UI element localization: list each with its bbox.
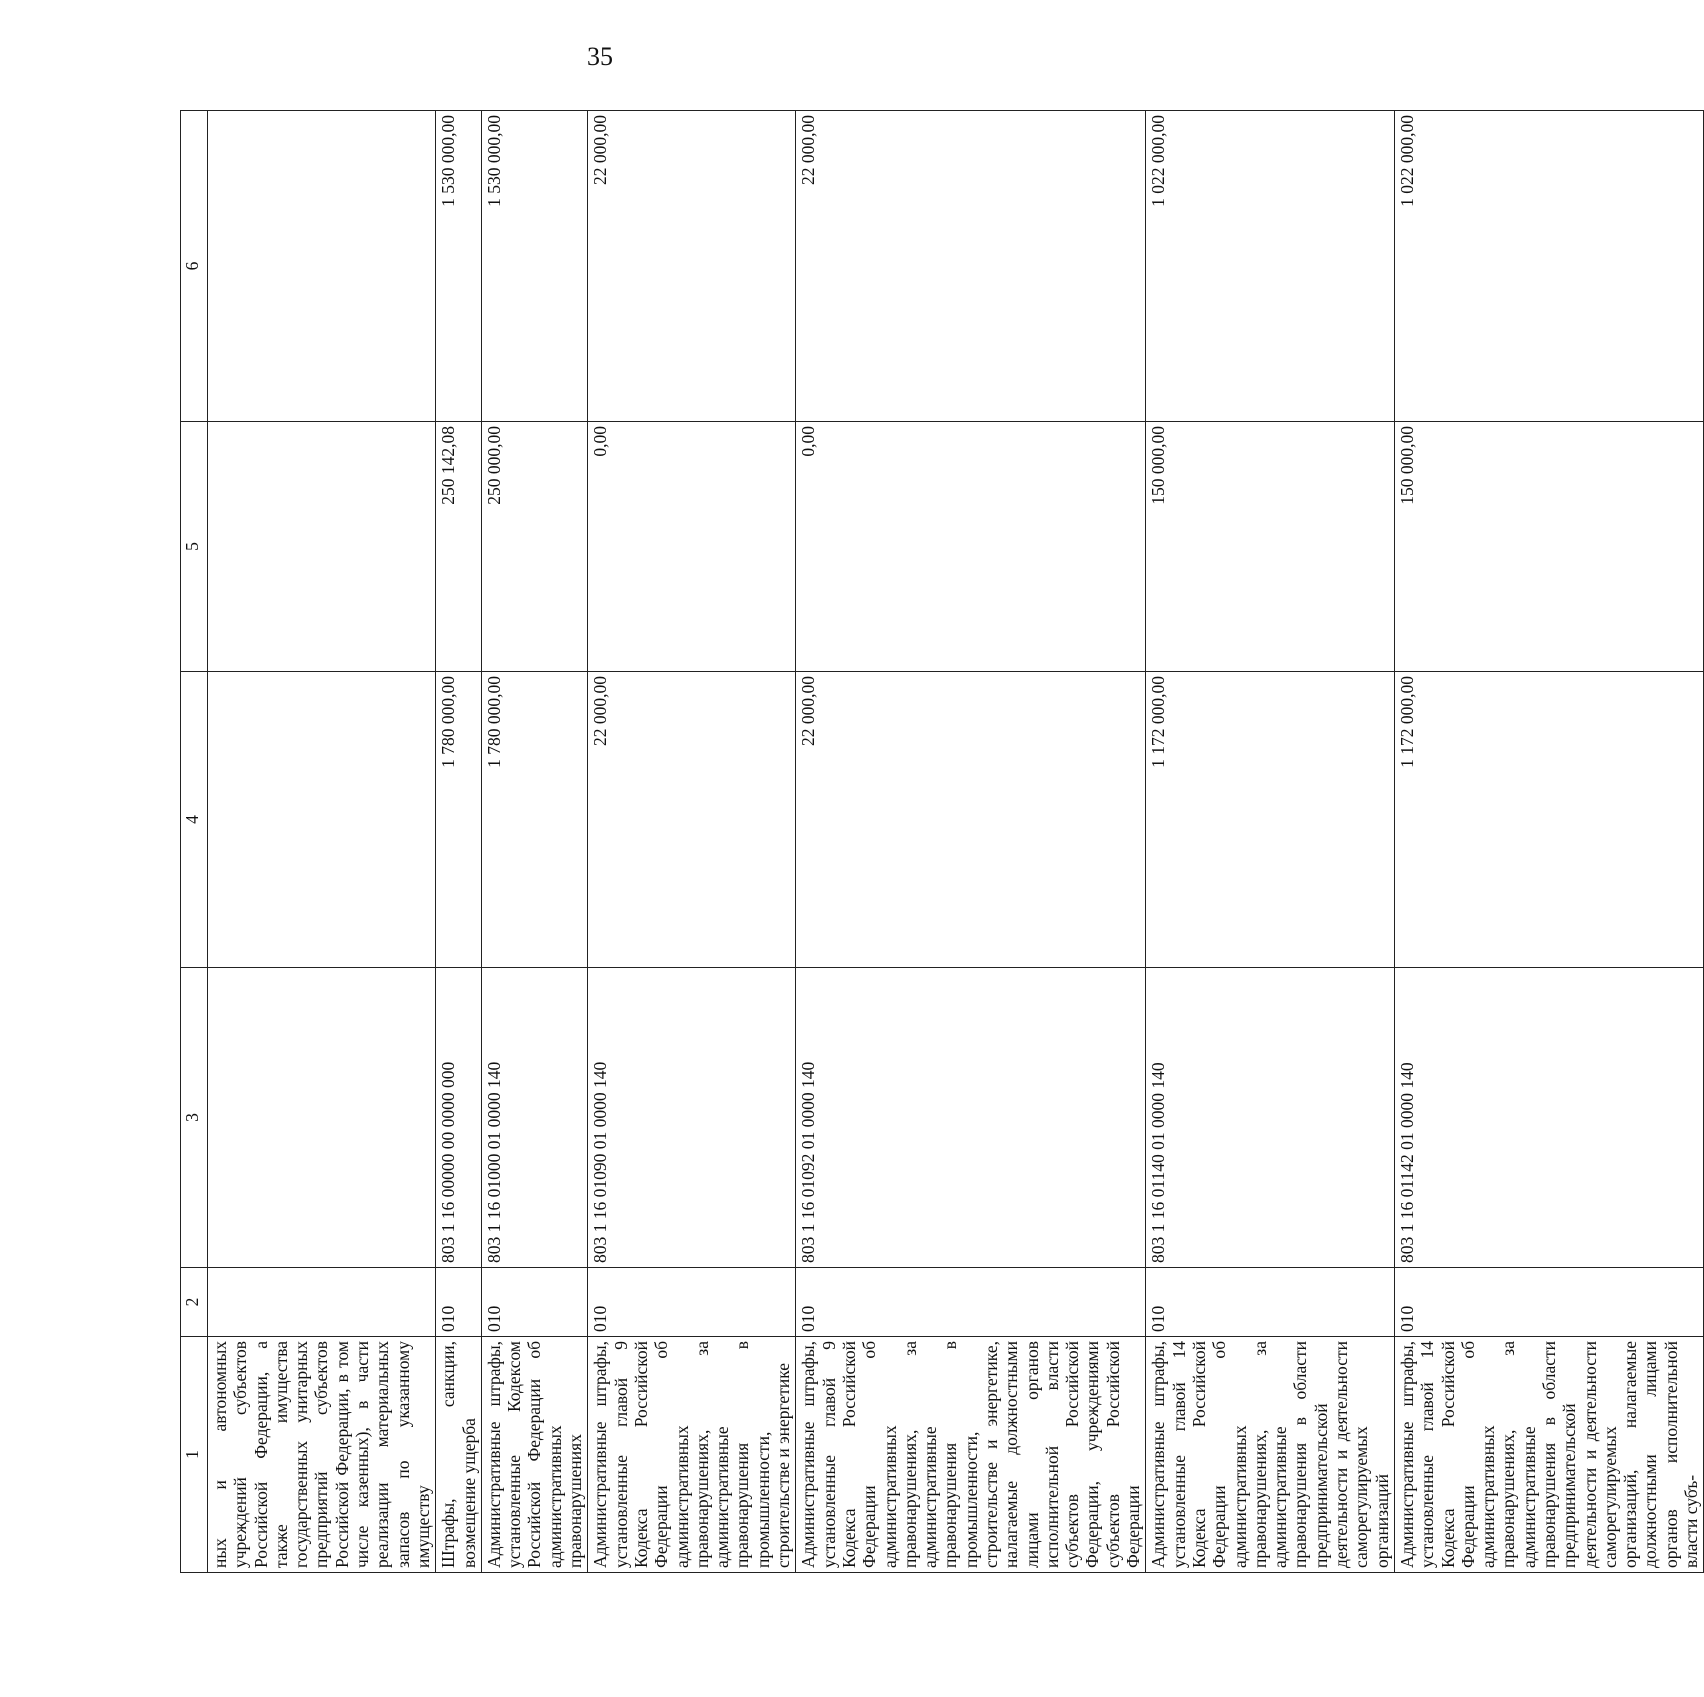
row-value-col4: 1 780 000,00 xyxy=(436,672,482,968)
row-value-col5: 0,00 xyxy=(588,422,796,672)
row-name: Штрафы, санкции, возмещение ущерба xyxy=(436,1337,482,1573)
row-value-col5: 250 000,00 xyxy=(481,422,587,672)
header-cell: 4 xyxy=(181,672,208,968)
row-name: Административные штрафы, установленные Кодексом Российской Федерации об административных правонарушениях xyxy=(481,1337,587,1573)
row-value-col6 xyxy=(208,111,436,422)
header-cell: 5 xyxy=(181,422,208,672)
row-line-code: 010 xyxy=(588,1268,796,1337)
table-row xyxy=(588,111,796,1573)
row-budget-code: 803 1 16 01092 01 0000 140 xyxy=(796,968,1146,1268)
row-value-col6: 1 530 000,00 xyxy=(436,111,482,422)
row-line-code: 010 xyxy=(436,1268,482,1337)
table-row xyxy=(208,111,436,1573)
row-line-code: 010 xyxy=(1146,1268,1395,1337)
row-name: Административные штрафы, установленные главой 9 Кодекса Российской Федерации об административных правонарушениях, за административные правонарушения в промышленности, строительстве и энергетике xyxy=(588,1337,796,1573)
header-cell: 6 xyxy=(181,111,208,422)
row-line-code: 010 xyxy=(796,1268,1146,1337)
table-row xyxy=(796,111,1146,1573)
row-name: Административные штрафы, установленные главой 14 Кодекса Российской Федерации об административных правонарушениях, за административные правонарушения в области предпринимательской деятельности и деятельности саморегулируемых организаций, налагаемые должностными лицами органов исполнительной власти субъ- xyxy=(1394,1337,1703,1573)
header-cell: 2 xyxy=(181,1268,208,1337)
row-value-col4: 1 172 000,00 xyxy=(1146,672,1395,968)
row-value-col4: 22 000,00 xyxy=(796,672,1146,968)
row-value-col5: 150 000,00 xyxy=(1394,422,1703,672)
row-budget-code: 803 1 16 01142 01 0000 140 xyxy=(1394,968,1703,1268)
row-value-col4 xyxy=(208,672,436,968)
row-value-col5: 0,00 xyxy=(796,422,1146,672)
row-value-col4: 1 780 000,00 xyxy=(481,672,587,968)
row-value-col5: 150 000,00 xyxy=(1146,422,1395,672)
row-name: ных и автономных учреждений субъектов Российской Федерации, а также имущества государственных унитарных предприятий субъектов Российской Федерации, в том числе казенных), в части реализации материальных запасов по указанному имуществу xyxy=(208,1337,436,1573)
row-budget-code: 803 1 16 01000 01 0000 140 xyxy=(481,968,587,1268)
row-value-col4: 1 172 000,00 xyxy=(1394,672,1703,968)
table-row xyxy=(1394,111,1703,1573)
row-value-col6: 1 022 000,00 xyxy=(1146,111,1395,422)
row-value-col6: 22 000,00 xyxy=(796,111,1146,422)
row-value-col4: 22 000,00 xyxy=(588,672,796,968)
table-row xyxy=(436,111,482,1573)
row-value-col6: 22 000,00 xyxy=(588,111,796,422)
table-row xyxy=(481,111,587,1573)
row-budget-code xyxy=(208,968,436,1268)
row-line-code: 010 xyxy=(1394,1268,1703,1337)
page-number: 35 xyxy=(587,42,613,71)
row-value-col5: 250 142,08 xyxy=(436,422,482,672)
table-header-row xyxy=(181,111,208,1573)
row-line-code xyxy=(208,1268,436,1337)
row-budget-code: 803 1 16 01090 01 0000 140 xyxy=(588,968,796,1268)
row-line-code: 010 xyxy=(481,1268,587,1337)
row-name: Административные штрафы, установленные главой 14 Кодекса Российской Федерации об административных правонарушениях, за административные правонарушения в области предпринимательской деятельности и деятельности саморегулируемых организаций xyxy=(1146,1337,1395,1573)
header-cell: 3 xyxy=(181,968,208,1268)
table-row xyxy=(1146,111,1395,1573)
row-budget-code: 803 1 16 00000 00 0000 000 xyxy=(436,968,482,1268)
row-name: Административные штрафы, установленные главой 9 Кодекса Российской Федерации об административных правонарушениях, за административные правонарушения в промышленности, строительстве и энергетике, налагаемые должностными лицами органов исполнительной власти субъектов Российской Федерации, учреждениями субъектов Российской Федерации xyxy=(796,1337,1146,1573)
revenue-table xyxy=(180,110,1704,1573)
row-budget-code: 803 1 16 01140 01 0000 140 xyxy=(1146,968,1395,1268)
row-value-col6: 1 530 000,00 xyxy=(481,111,587,422)
rotated-table-frame xyxy=(180,111,1702,1573)
row-value-col5 xyxy=(208,422,436,672)
header-cell: 1 xyxy=(181,1337,208,1573)
row-value-col6: 1 022 000,00 xyxy=(1394,111,1703,422)
